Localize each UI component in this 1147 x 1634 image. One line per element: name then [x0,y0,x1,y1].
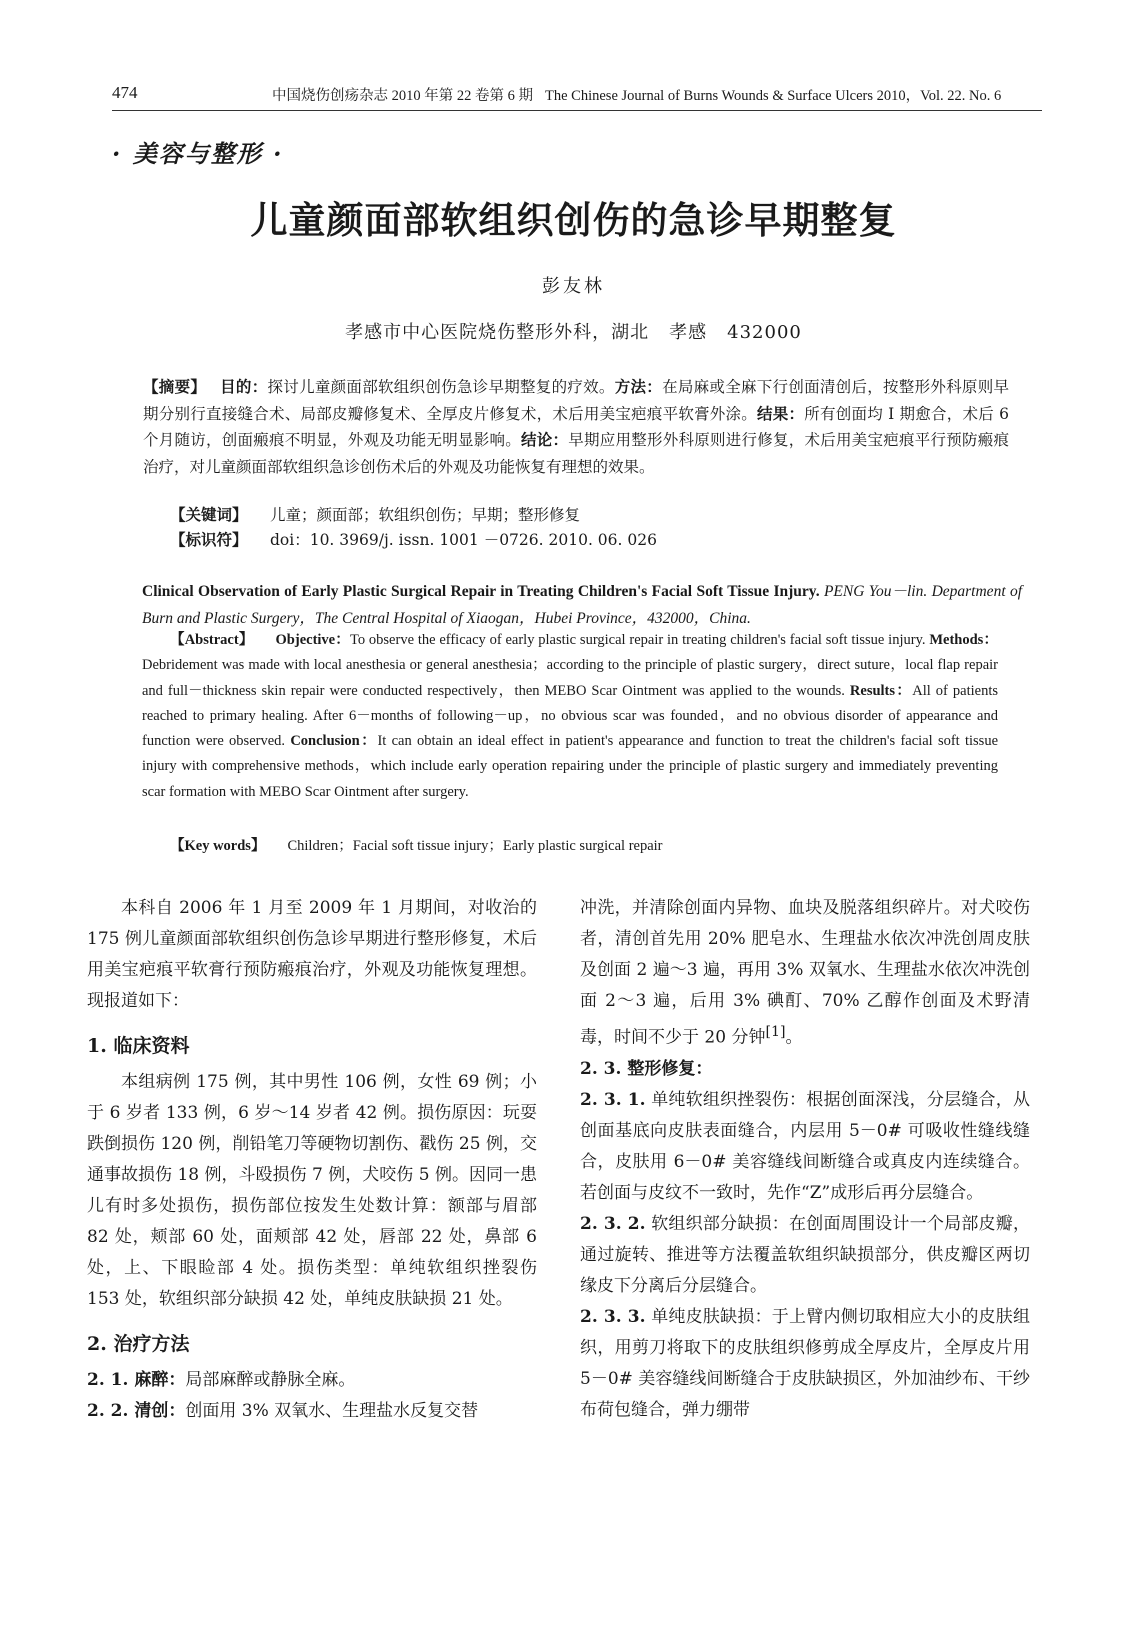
subsection-2-3-2 [580,1209,1030,1302]
conclusion-label: 结论： [520,430,569,449]
english-title-block [142,578,1022,632]
intro-paragraph: 本科自 2006 年 1 月至 2009 年 1 月期间，对收治的 175 例儿童颜面部软组织创伤急诊早期进行整形修复，术后用美宝疤痕平软膏行预防瘢痕治疗，外观及功能恢复理想。现报道如下： [87,898,537,1011]
results-en-label: Results： [849,682,913,699]
journal-title-en: The Chinese Journal of Burns Wounds & Surface Ulcers 2010，Vol. 22. No. 6 [545,88,1002,104]
article-title: 儿童颜面部软组织创伤的急诊早期整复 [250,199,897,242]
body-right-column [580,893,1030,1426]
keywords-en-text: Children；Facial soft tissue injury；Early plastic surgical repair [287,838,663,854]
body-left-column [87,893,537,1427]
subsection-2-3-3 [580,1302,1030,1426]
continued-end: 。 [785,1027,803,1048]
section-2-heading: 2. 治疗方法 [87,1333,190,1355]
continued-text: 冲洗，并清除创面内异物、血块及脱落组织碎片。对犬咬伤者，清创首先用 20% 肥皂水、生理盐水依次冲洗创周皮肤及创面 2 遍～3 遍，再用 3% 双氧水、生理盐水依次冲洗创面 2～3 遍，后用 3% 碘酊、70% 乙醇作创面及术野清毒，时间不少于 20 分钟 [580,898,1030,1048]
objective-en-text: To observe the efficacy of early plastic surgical repair in treating children's facial soft tissue injury. [350,632,926,648]
journal-title-cn: 中国烧伤创疡杂志 2010 年第 22 卷第 6 期 [272,88,533,104]
subsection-2-3-3-text: 单纯皮肤缺损：于上臂内侧切取相应大小的皮肤组织，用剪刀将取下的皮肤组织修剪成全厚皮片，全厚皮片用 5－0# 美容缝线间断缝合于皮肤缺损区，外加油纱布、干纱布荷包缝合，弹力绷带 [580,1306,1031,1420]
affiliation [0,318,1147,344]
keywords-en-label: 【Key words】 [170,838,266,854]
author: 彭友林 [542,276,605,297]
citation-ref: [1] [765,1024,786,1040]
conclusion-text: 早期应用整形外科原则进行修复，术后用美宝疤痕平行预防瘢痕治疗，对儿童颜面部软组织急诊创伤术后的外观及功能恢复有理想的效果。 [143,431,1009,476]
page-number: 474 [112,83,138,102]
subsection-2-1-label: 2. 1. 麻醉： [87,1370,186,1390]
conclusion-en-text: It can obtain an ideal effect in patient's appearance and function to treat the children's facial soft tissue injury with comprehensive methods，which include early operation repairing under the principle of plastic surgery and immediately preventing scar formation with MEBO Scar Ointment after surgery. [142,733,999,800]
running-head [272,84,1013,105]
english-title: Clinical Observation of Early Plastic Surgical Repair in Treating Children's Facial Soft Tissue Injury. [142,583,820,600]
methods-en-label: Methods： [929,632,998,648]
doi-text: doi：10. 3969/j. issn. 1001 －0726. 2010. 06. 026 [270,531,657,549]
continued-paragraph [580,893,1030,1054]
section-1-paragraph: 本组病例 175 例，其中男性 106 例，女性 69 例；小于 6 岁者 133 例，6 岁～14 岁者 42 例。损伤原因：玩耍跌倒损伤 120 例，削铅笔刀等硬物切割伤、戳伤 25 例，交通事故损伤 18 例，斗殴损伤 7 例，犬咬伤 5 例。因同一患儿有时多处损伤，损伤部位按发生处数计算：额部与眉部 82 处，颊部 60 处，面颊部 42 处，唇部 22 处，鼻部 6 处，上、下眼睑部 4 处。损伤类型：单纯软组织挫裂伤 153 处，软组织部分缺损 42 处，单纯皮肤缺损 21 处。 [87,1072,537,1309]
conclusion-en-label: Conclusion： [290,733,378,750]
abstract-label: 【摘要】 [143,377,207,396]
keywords-label: 【关键词】 [170,505,248,524]
subsection-2-2-text: 创面用 3% 双氧水、生理盐水反复交替 [185,1401,479,1421]
keywords-cn [170,503,580,525]
results-en-text: All of patients reached to primary healing. After 6－months of following－up，no obvious scar was founded，and no obvious disorder of appearance and function were observed. [142,682,998,750]
affiliation-city: 孝感 [669,322,708,343]
objective-text: 探讨儿童颜面部软组织创伤急诊早期整复的疗效。 [267,378,615,396]
keywords-en [170,834,663,855]
objective-label: 目的： [220,377,268,396]
section-1-heading: 1. 临床资料 [87,1035,190,1057]
identifier-label: 【标识符】 [170,530,248,549]
identifier [170,528,657,550]
column-label: · 美容与整形 · [112,139,284,168]
subsection-2-3-2-text: 软组织部分缺损：在创面周围设计一个局部皮瓣，通过旋转、推进等方法覆盖软组织缺损部分，供皮瓣区两切缘皮下分离后分层缝合。 [580,1213,1031,1296]
abstract-en [142,628,998,805]
subsection-2-1 [87,1365,537,1396]
subsection-2-3-1-text: 单纯软组织挫裂伤：根据创面深浅，分层缝合，从创面基底向皮肤表面缝合，内层用 5－0# 可吸收性缝线缝合，皮肤用 6－0# 美容缝线间断缝合或真皮内连续缝合。若创面与皮纹不一致时，先作“Z”成形后再分层缝合。 [580,1089,1031,1203]
subsection-2-3-1 [580,1085,1030,1209]
subsection-2-3-3-label: 2. 3. 3. [580,1306,646,1327]
affiliation-zip: 432000 [727,322,802,343]
subsection-2-2 [87,1396,537,1427]
abstract-cn [143,374,1009,480]
results-text: 所有创面均 I 期愈合，术后 6 个月随访，创面瘢痕不明显，外观及功能无明显影响。 [143,404,1009,449]
subsection-2-3-2-label: 2. 3. 2. [580,1213,646,1234]
english-author: PENG You－lin. [823,583,928,600]
objective-en-label: Objective： [275,632,350,648]
english-affiliation: Department of Burn and Plastic Surgery，The Central Hospital of Xiaogan，Hubei Province，432000，China. [142,583,1023,627]
methods-en-text: Debridement was made with local anesthesia or general anesthesia；according to the principle of plastic surgery，direct suture，local flap repair and full－thickness skin repair were conducted respectively，then MEBO Scar Ointment was applied to the wounds. [142,657,998,699]
affiliation-unit: 孝感市中心医院烧伤整形外科，湖北 [345,322,650,343]
results-label: 结果： [757,403,805,423]
header-rule [112,110,1042,111]
methods-text: 在局麻或全麻下行创面清创后，按整形外科原则早期分别行直接缝合术、局部皮瓣修复术、全厚皮片修复术，术后用美宝疤痕平软膏外涂。 [143,378,1009,423]
subsection-2-1-text: 局部麻醉或静脉全麻。 [185,1370,356,1390]
subsection-2-3-heading: 2. 3. 整形修复： [580,1058,713,1079]
subsection-2-3-1-label: 2. 3. 1. [580,1089,646,1110]
subsection-2-2-label: 2. 2. 清创： [87,1401,186,1421]
keywords-text: 儿童；颜面部；软组织创伤；早期；整形修复 [270,506,581,524]
methods-label: 方法： [614,377,663,396]
abstract-en-label: 【Abstract】 [170,632,254,648]
